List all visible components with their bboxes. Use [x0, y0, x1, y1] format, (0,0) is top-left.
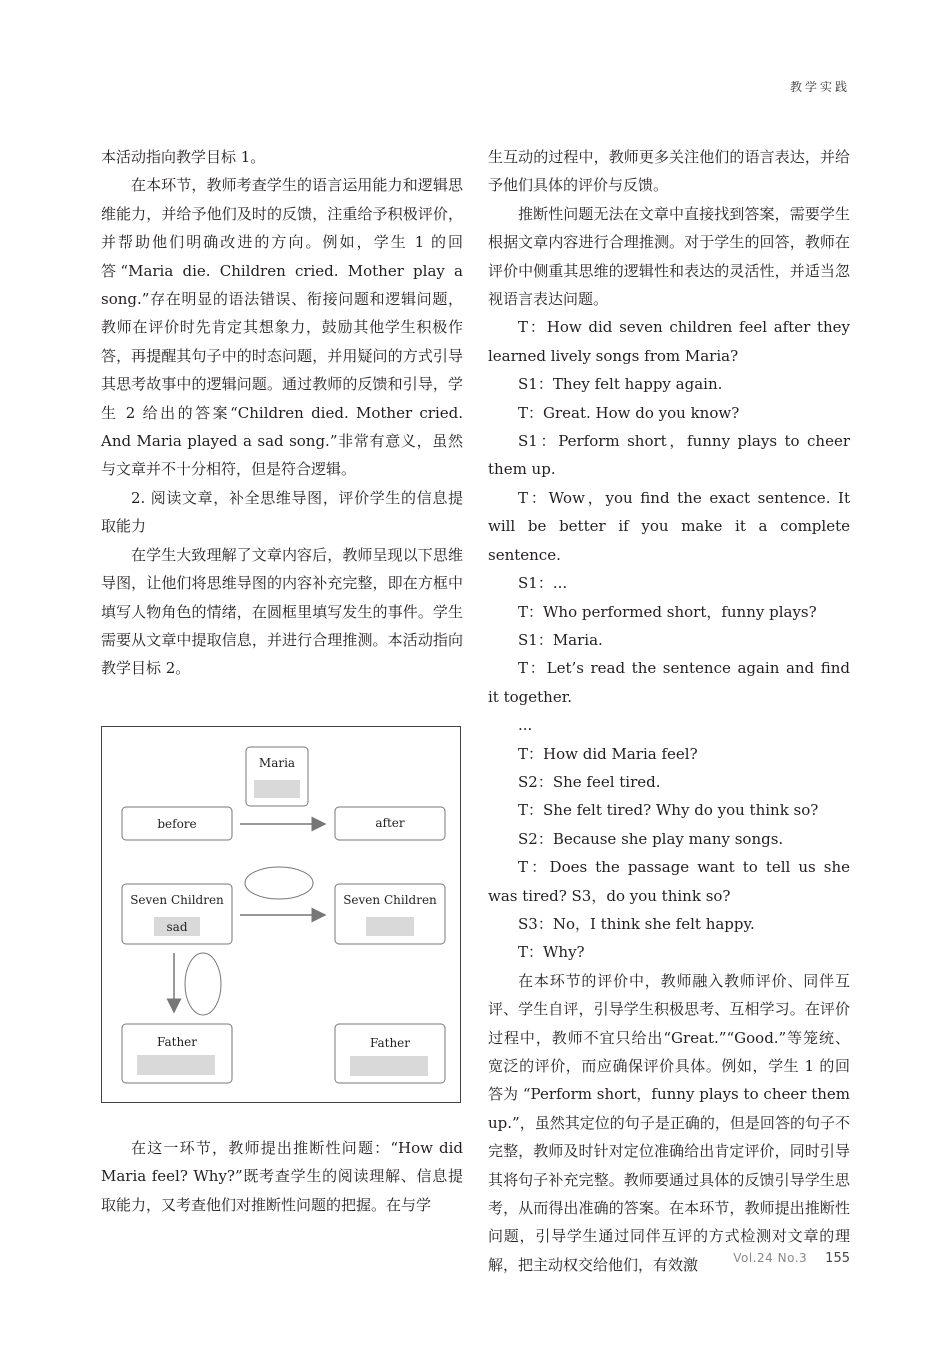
mind-map-figure	[101, 726, 461, 1103]
maria-blank	[254, 780, 300, 798]
seven-children-before-value: sad	[166, 920, 188, 934]
event-ellipse-vertical	[185, 953, 221, 1015]
paragraph: 在本环节的评价中，教师融入教师评价、同伴互评、学生自评，引导学生积极思考、互相学习。在评价过程中，教师不宜只给出“Great.”“Good.”等笼统、宽泛的评价，而应确保评价具体。例如，学生 1 的回答为 “Perform short，funny plays to cheer them up.”，虽然其定位的句子是正确的，但是回答的句子不完整，教师及时针对定位准确给出肯定评价，同时引导其将句子补充完整。教师要通过具体的反馈引导学生思考，从而得出准确的答案。在本环节，教师提出推断性问题，引导学生通过同伴互评的方式检测对文章的理解，把主动权交给他们，有效激	[488, 971, 850, 1274]
event-ellipse	[245, 867, 313, 899]
dialogue-line: T：Does the passage want to tell us she was tired? S3，do you think so?	[488, 858, 850, 905]
dialogue-line: S3：No，I think she felt happy.	[518, 914, 755, 933]
dialogue-line: T：Who performed short，funny plays?	[518, 602, 817, 621]
dialogue-line: S2：Because she play many songs.	[518, 829, 784, 848]
maria-label: Maria	[258, 756, 296, 770]
dialogue-line: T：How did seven children feel after they learned lively songs from Maria?	[488, 318, 850, 365]
left-bottom-text	[101, 1134, 463, 1219]
dialogue-line: T：Wow，you find the exact sentence. It will be better if you make it a complete sentence.	[488, 488, 850, 564]
seven-children-after-blank	[366, 917, 414, 936]
seven-children-after-label: Seven Children	[343, 893, 437, 907]
page-footer	[733, 1251, 850, 1266]
father-after-blank	[350, 1056, 428, 1076]
paragraph: 本活动指向教学目标 1。	[101, 148, 266, 166]
subheading: 2. 阅读文章，补全思维导图，评价学生的信息提取能力	[101, 488, 463, 536]
page-number: 155	[825, 1251, 850, 1266]
father-after-label: Father	[369, 1036, 411, 1050]
dialogue-line: ...	[518, 716, 533, 735]
paragraph: 在学生大致理解了文章内容后，教师呈现以下思维导图，让他们将思维导图的内容补充完整，即在方框中填写人物角色的情绪，在圆框里填写发生的事件。学生需要从文章中提取信息，并进行合理推测。本活动指向教学目标 2。	[101, 545, 463, 678]
paragraph: 在本环节，教师考查学生的语言运用能力和逻辑思维能力，并给予他们及时的反馈，注重给予积极评价，并帮助他们明确改进的方向。例如，学生 1 的回答“Maria die. Children cried. Mother play a song.”存在明显的语法错误、衔接问题和逻辑问题，教师在评价时先肯定其想象力，鼓励其他学生积极作答，再提醒其句子中的时态问题，并用疑问的方式引导其思考故事中的逻辑问题。通过教师的反馈和引导，学生 2 给出的答案“Children died. Mother cried. And Maria played a sad song.”非常有意义，虽然与文章并不十分相符，但是符合逻辑。	[101, 176, 463, 479]
volume-label: Vol.24 No.3	[733, 1251, 808, 1265]
dialogue-line: T：Let’s read the sentence again and find it together.	[488, 659, 850, 706]
dialogue-line: S1：They felt happy again.	[518, 375, 723, 394]
after-label: after	[375, 816, 405, 830]
left-column	[101, 143, 463, 683]
right-column	[488, 143, 850, 1279]
section-header: 教学实践	[789, 80, 850, 94]
dialogue-line: S1：Maria.	[518, 630, 603, 649]
dialogue-line: T：Why?	[518, 943, 585, 962]
father-before-blank	[137, 1055, 215, 1075]
paragraph: 推断性问题无法在文章中直接找到答案，需要学生根据文章内容进行合理推测。对于学生的回答，教师在评价中侧重其思维的逻辑性和表达的灵活性，并适当忽视语言表达问题。	[488, 204, 850, 309]
before-label: before	[157, 817, 197, 831]
dialogue-line: S1：Perform short，funny plays to cheer them up.	[488, 432, 850, 479]
dialogue-line: S2：She feel tired.	[518, 772, 661, 791]
dialogue-line: T：She felt tired? Why do you think so?	[518, 801, 819, 820]
dialogue-line: T：How did Maria feel?	[518, 744, 698, 763]
paragraph: 生互动的过程中，教师更多关注他们的语言表达，并给予他们具体的评价与反馈。	[488, 148, 850, 195]
mind-map-svg	[102, 727, 462, 1104]
father-before-label: Father	[156, 1035, 198, 1049]
seven-children-before-label: Seven Children	[130, 893, 224, 907]
dialogue-line: T：Great. How do you know?	[518, 403, 740, 422]
paragraph: 在这一环节，教师提出推断性问题：“How did Maria feel? Why?”既考查学生的阅读理解、信息提取能力，又考查他们对推断性问题的把握。在与学	[101, 1139, 463, 1214]
dialogue-line: S1：...	[518, 574, 568, 593]
